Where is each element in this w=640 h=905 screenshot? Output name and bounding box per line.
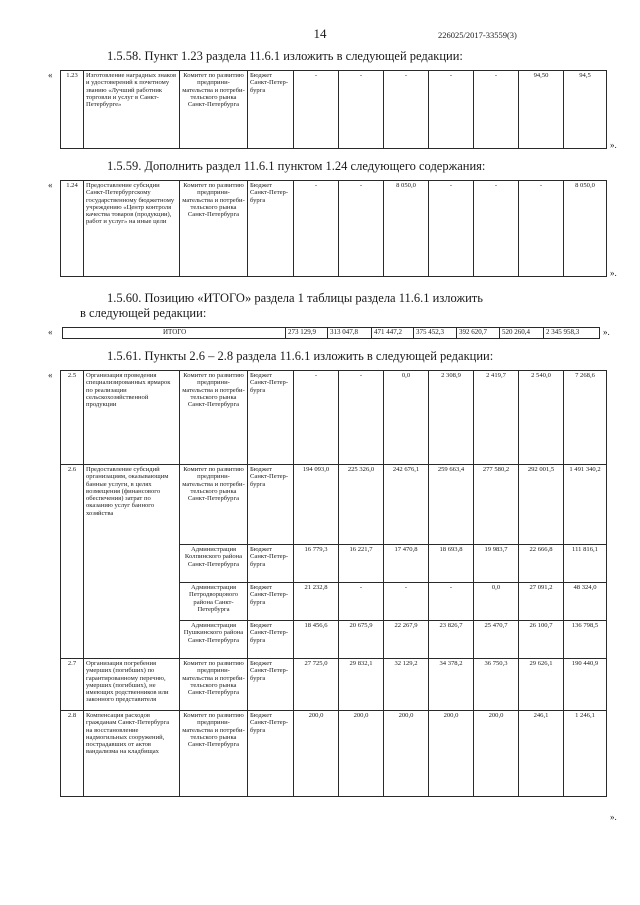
value-cell: 200,0 [429, 711, 474, 797]
table-row [61, 659, 607, 711]
value-cell: 2 308,9 [429, 371, 474, 465]
funding-source: Бюджет Санкт-Петер-бурга [248, 545, 294, 583]
value-cell: 225 326,0 [339, 465, 384, 545]
table-rows-2-5-to-2-8 [60, 370, 607, 797]
row-number: 2.5 [61, 371, 84, 465]
value-cell: - [294, 371, 339, 465]
funding-source: Бюджет Санкт-Петер-бурга [248, 659, 294, 711]
value-cell: 94,50 [519, 71, 564, 149]
value-cell: 194 093,0 [294, 465, 339, 545]
value-cell: 2 540,0 [519, 371, 564, 465]
value-cell: 242 676,1 [384, 465, 429, 545]
executor: Комитет по развитию предприни-мательства и потреби-тельского рынка Санкт-Петербурга [180, 465, 248, 545]
value-cell: 34 378,2 [429, 659, 474, 711]
value-cell: 292 001,5 [519, 465, 564, 545]
row-number: 2.8 [61, 711, 84, 797]
itogo-value: 375 452,3 [413, 328, 444, 338]
value-cell: 16 779,3 [294, 545, 339, 583]
activity-name: Организация проведения специализированных ярмарок по реализации сельскохозяйственной продукции [84, 371, 180, 465]
value-cell: 246,1 [519, 711, 564, 797]
value-cell: - [339, 371, 384, 465]
funding-source: Бюджет Санкт-Петер-бурга [248, 371, 294, 465]
value-cell: 26 100,7 [519, 621, 564, 659]
close-quote: ». [603, 327, 610, 337]
value-cell: 17 470,8 [384, 545, 429, 583]
section-1-5-60-heading-cont: в следующей редакции: [80, 306, 207, 320]
close-quote: ». [610, 812, 617, 822]
value-cell: 29 626,1 [519, 659, 564, 711]
value-cell: 200,0 [294, 711, 339, 797]
open-quote: « [48, 70, 53, 80]
open-quote: « [48, 370, 53, 380]
funding-source: Бюджет Санкт-Петер-бурга [248, 711, 294, 797]
itogo-row [62, 327, 600, 339]
open-quote: « [48, 180, 53, 190]
value-cell: 1 491 340,2 [564, 465, 607, 545]
itogo-value: 471 447,2 [371, 328, 402, 338]
itogo-value: 273 129,9 [285, 328, 316, 338]
value-cell: 22 666,8 [519, 545, 564, 583]
section-1-5-59-heading: 1.5.59. Дополнить раздел 11.6.1 пунктом 1.24 следующего содержания: [107, 159, 486, 173]
itogo-value: 520 260,4 [499, 328, 530, 338]
value-cell: 7 268,6 [564, 371, 607, 465]
value-cell: 18 456,6 [294, 621, 339, 659]
value-cell: 200,0 [339, 711, 384, 797]
page-number: 14 [313, 26, 327, 41]
activity-name: Компенсация расходов гражданам Санкт-Петербурга на восстановление надмогильных сооружений, пострадавших от актов вандализма на кладбищах [84, 711, 180, 797]
row-number: 1.23 [61, 71, 84, 149]
table-row [61, 465, 607, 545]
value-cell: 27 725,0 [294, 659, 339, 711]
value-cell: 1 246,1 [564, 711, 607, 797]
value-cell: 111 816,1 [564, 545, 607, 583]
value-cell: - [384, 583, 429, 621]
executor: Комитет по развитию предприни-мательства и потреби-тельского рынка Санкт-Петербурга [180, 181, 248, 277]
executor: Администрация Пушкинского района Санкт-Петербурга [180, 621, 248, 659]
value-cell: 16 221,7 [339, 545, 384, 583]
value-cell: 20 675,9 [339, 621, 384, 659]
value-cell: 190 440,9 [564, 659, 607, 711]
funding-source: Бюджет Санкт-Петер-бурга [248, 465, 294, 545]
executor: Комитет по развитию предприни-мательства и потреби-тельского рынка Санкт-Петербурга [180, 371, 248, 465]
itogo-value: 313 047,8 [327, 328, 358, 338]
table-row-1-24 [60, 180, 607, 277]
value-cell: 23 826,7 [429, 621, 474, 659]
table-row [61, 371, 607, 465]
row-number: 2.7 [61, 659, 84, 711]
itogo-value: 2 345 958,3 [543, 328, 579, 338]
value-cell: 18 693,8 [429, 545, 474, 583]
value-cell: 8 050,0 [564, 181, 607, 277]
value-cell: - [339, 71, 384, 149]
activity-name: Предоставление субсидии Санкт-Петербургскому государственному бюджетному учреждению «Центр контроля качества товаров (продукции), работ и услуг» на иные цели [84, 181, 180, 277]
funding-source: Бюджет Санкт-Петер-бурга [248, 621, 294, 659]
funding-source: Бюджет Санкт-Петер-бурга [248, 71, 294, 149]
value-cell: 277 580,2 [474, 465, 519, 545]
value-cell: 0,0 [474, 583, 519, 621]
value-cell: - [474, 181, 519, 277]
value-cell: 48 324,0 [564, 583, 607, 621]
value-cell: 200,0 [384, 711, 429, 797]
itogo-value: 392 620,7 [456, 328, 487, 338]
value-cell: - [519, 181, 564, 277]
activity-name: Организация погребения умерших (погибших) по гарантированному перечню, умерших (погибших), не имеющих родственников или законного представителя [84, 659, 180, 711]
value-cell: 8 050,0 [384, 181, 429, 277]
row-number: 1.24 [61, 181, 84, 277]
executor: Комитет по развитию предприни-мательства и потреби-тельского рынка Санкт-Петербурга [180, 71, 248, 149]
value-cell: 21 232,8 [294, 583, 339, 621]
table-row-1-23 [60, 70, 607, 149]
value-cell: - [384, 71, 429, 149]
executor: Комитет по развитию предприни-мательства и потреби-тельского рынка Санкт-Петербурга [180, 711, 248, 797]
value-cell: 2 419,7 [474, 371, 519, 465]
document-id: 226025/2017-33559(3) [438, 30, 517, 40]
funding-source: Бюджет Санкт-Петер-бурга [248, 583, 294, 621]
executor: Комитет по развитию предприни-мательства и потреби-тельского рынка Санкт-Петербурга [180, 659, 248, 711]
value-cell: 27 091,2 [519, 583, 564, 621]
value-cell: - [339, 583, 384, 621]
value-cell: - [294, 71, 339, 149]
value-cell: - [429, 583, 474, 621]
value-cell: 36 750,3 [474, 659, 519, 711]
section-1-5-61-heading: 1.5.61. Пункты 2.6 – 2.8 раздела 11.6.1 изложить в следующей редакции: [107, 349, 494, 363]
value-cell: 19 983,7 [474, 545, 519, 583]
value-cell: - [294, 181, 339, 277]
section-1-5-58-heading: 1.5.58. Пункт 1.23 раздела 11.6.1 изложить в следующей редакции: [107, 49, 463, 63]
table-row [61, 711, 607, 797]
close-quote: ». [610, 268, 617, 278]
value-cell: - [474, 71, 519, 149]
close-quote: ». [610, 140, 617, 150]
value-cell: 200,0 [474, 711, 519, 797]
value-cell: - [429, 181, 474, 277]
open-quote: « [48, 327, 53, 337]
itogo-label: ИТОГО [163, 328, 187, 336]
value-cell: - [429, 71, 474, 149]
funding-source: Бюджет Санкт-Петер-бурга [248, 181, 294, 277]
value-cell: 25 470,7 [474, 621, 519, 659]
executor: Администрация Петродворцового района Санкт-Петербурга [180, 583, 248, 621]
value-cell: - [339, 181, 384, 277]
section-1-5-60-heading: 1.5.60. Позицию «ИТОГО» раздела 1 таблицы раздела 11.6.1 изложить [107, 291, 483, 305]
row-number: 2.6 [61, 465, 84, 659]
value-cell: 0,0 [384, 371, 429, 465]
value-cell: 22 267,9 [384, 621, 429, 659]
activity-name: Предоставление субсидий организациям, оказывающим банные услуги, в целях возмещения (финансового обеспечения) затрат по оказанию услуг банного хозяйства [84, 465, 180, 659]
value-cell: 29 832,1 [339, 659, 384, 711]
value-cell: 136 798,5 [564, 621, 607, 659]
executor: Администрация Колпинского района Санкт-Петербурга [180, 545, 248, 583]
value-cell: 32 129,2 [384, 659, 429, 711]
value-cell: 259 663,4 [429, 465, 474, 545]
activity-name: Изготовление наградных знаков и удостоверений к почетному званию «Лучший работник торговли и услуг в Санкт-Петербурге» [84, 71, 180, 149]
value-cell: 94,5 [564, 71, 607, 149]
